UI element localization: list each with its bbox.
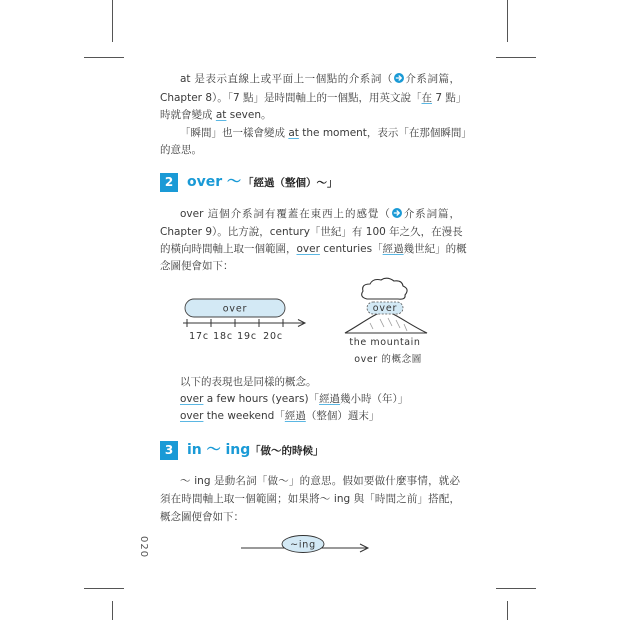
intro-line-2 bbox=[160, 91, 467, 105]
over-range-label: over bbox=[222, 303, 248, 315]
intro-line-1 bbox=[180, 72, 460, 86]
section-3-keyword: in ～ ing bbox=[187, 442, 251, 458]
section-2-follow-up: 以下的表現也是同樣的概念。 bbox=[180, 376, 317, 388]
section-2-line-3-text-end: 幾世紀」的概 bbox=[403, 243, 467, 255]
section-2-meaning: 「經過（整個）～」 bbox=[243, 177, 338, 189]
example-line-2-text-end: （整個）週末」 bbox=[305, 410, 380, 422]
section-2-line-3-text-mid: centuries「 bbox=[319, 243, 383, 255]
section-3-line-1 bbox=[180, 474, 460, 488]
tick-label-17c: 17c bbox=[189, 331, 209, 342]
cloud-shape bbox=[362, 278, 407, 299]
section-2-line-2-text: Chapter 9）。比方說，century「世紀」有 100 年之久，在漫長 bbox=[160, 226, 463, 238]
intro-line-2-text: Chapter 8）。「7 點」是時間軸上的一個點，用英文說「 bbox=[160, 92, 422, 104]
section-3-line-1-text: ～ ing 是動名詞「做～」的意思。假如要做什麼事情，就必 bbox=[180, 475, 460, 487]
crop-mark-top-left-vertical bbox=[112, 0, 113, 42]
section-3-line-3-text: 概念圖便會如下： bbox=[160, 511, 244, 523]
arrow-right-circle-icon bbox=[392, 208, 402, 218]
mountain-shape bbox=[345, 312, 427, 333]
intro-line-1-text: at 是表示直線上或平面上一個點的介系詞（ bbox=[180, 73, 393, 85]
section-2-line-1-reference: 介系詞篇， bbox=[402, 208, 460, 220]
crop-mark-bottom-left-vertical bbox=[112, 601, 113, 620]
intro-line-4-text-end: the moment，表示「在那個瞬間」 bbox=[298, 127, 472, 139]
over-timeline-diagram bbox=[180, 295, 312, 343]
underlined-word: 在 bbox=[421, 92, 433, 104]
section-2-number-badge: 2 bbox=[160, 173, 178, 192]
section-2-line-3 bbox=[160, 242, 467, 256]
example-line-1 bbox=[180, 392, 408, 406]
section-2-line-1-text: over 這個介系詞有覆蓋在東西上的感覺（ bbox=[180, 208, 391, 220]
page-number: 020 bbox=[138, 536, 149, 559]
underlined-word: over bbox=[180, 410, 204, 422]
intro-line-5 bbox=[160, 143, 202, 157]
example-line-1-text-end: 幾小時（年）」 bbox=[340, 393, 409, 405]
intro-line-3 bbox=[160, 108, 272, 122]
arrow-right-circle-icon bbox=[394, 73, 404, 83]
section-3-line-3 bbox=[160, 510, 244, 524]
section-2-line-1 bbox=[180, 207, 460, 221]
ing-timeline-diagram bbox=[238, 533, 374, 559]
intro-line-3-text-end: seven。 bbox=[226, 109, 272, 121]
ing-range-label: ~ing bbox=[290, 539, 316, 551]
section-2-line-2 bbox=[160, 225, 463, 239]
section-2-line-4 bbox=[160, 259, 234, 273]
example-line-1-text: a few hours (years)「 bbox=[203, 393, 320, 405]
section-2-keyword: over ～ bbox=[187, 174, 242, 190]
intro-line-4 bbox=[180, 126, 472, 140]
section-2-line-3-text: 的橫向時間軸上取一個範圍， bbox=[160, 243, 297, 255]
example-line-2 bbox=[180, 409, 379, 423]
intro-line-3-text: 時就會變成 bbox=[160, 109, 216, 121]
underlined-word: at bbox=[215, 109, 227, 121]
section-3-line-2-text: 須在時間軸上取一個範圍；如果將～ ing 與「時間之前」搭配， bbox=[160, 493, 460, 505]
tick-label-18c: 18c bbox=[213, 331, 233, 342]
section-3-line-2 bbox=[160, 492, 460, 506]
section-3-number-badge: 3 bbox=[160, 441, 178, 460]
intro-line-5-text: 的意思。 bbox=[160, 144, 202, 156]
tick-label-19c: 19c bbox=[237, 331, 257, 342]
example-line-2-text: the weekend「 bbox=[203, 410, 285, 422]
intro-line-4-text: 「瞬間」也一樣會變成 bbox=[180, 127, 289, 139]
underlined-word: 經過 bbox=[284, 410, 306, 422]
crop-mark-bottom-left-horizontal bbox=[84, 588, 124, 589]
underlined-word: 經過 bbox=[382, 243, 404, 255]
intro-line-2-text-end: 7 點」 bbox=[432, 92, 467, 104]
mountain-diagram-caption: over 的概念圖 bbox=[354, 354, 422, 365]
section-2-line-4-text: 念圖便會如下： bbox=[160, 260, 234, 272]
crop-mark-top-left-horizontal bbox=[84, 57, 124, 58]
mountain-object-label: the mountain bbox=[349, 337, 421, 348]
underlined-word: at bbox=[288, 127, 299, 139]
crop-mark-bottom-right-horizontal bbox=[496, 588, 536, 589]
underlined-word: 經過 bbox=[319, 393, 341, 405]
crop-mark-top-right-horizontal bbox=[496, 57, 536, 58]
crop-mark-top-right-vertical bbox=[507, 0, 508, 42]
over-mountain-diagram bbox=[340, 275, 435, 337]
tick-label-20c: 20c bbox=[263, 331, 283, 342]
underlined-word: over bbox=[296, 243, 320, 255]
crop-mark-bottom-right-vertical bbox=[507, 601, 508, 620]
over-label: over bbox=[372, 303, 398, 314]
underlined-word: over bbox=[180, 393, 204, 405]
section-3-meaning: 「做～的時候」 bbox=[250, 445, 324, 457]
intro-line-1-reference: 介系詞篇， bbox=[404, 73, 461, 85]
